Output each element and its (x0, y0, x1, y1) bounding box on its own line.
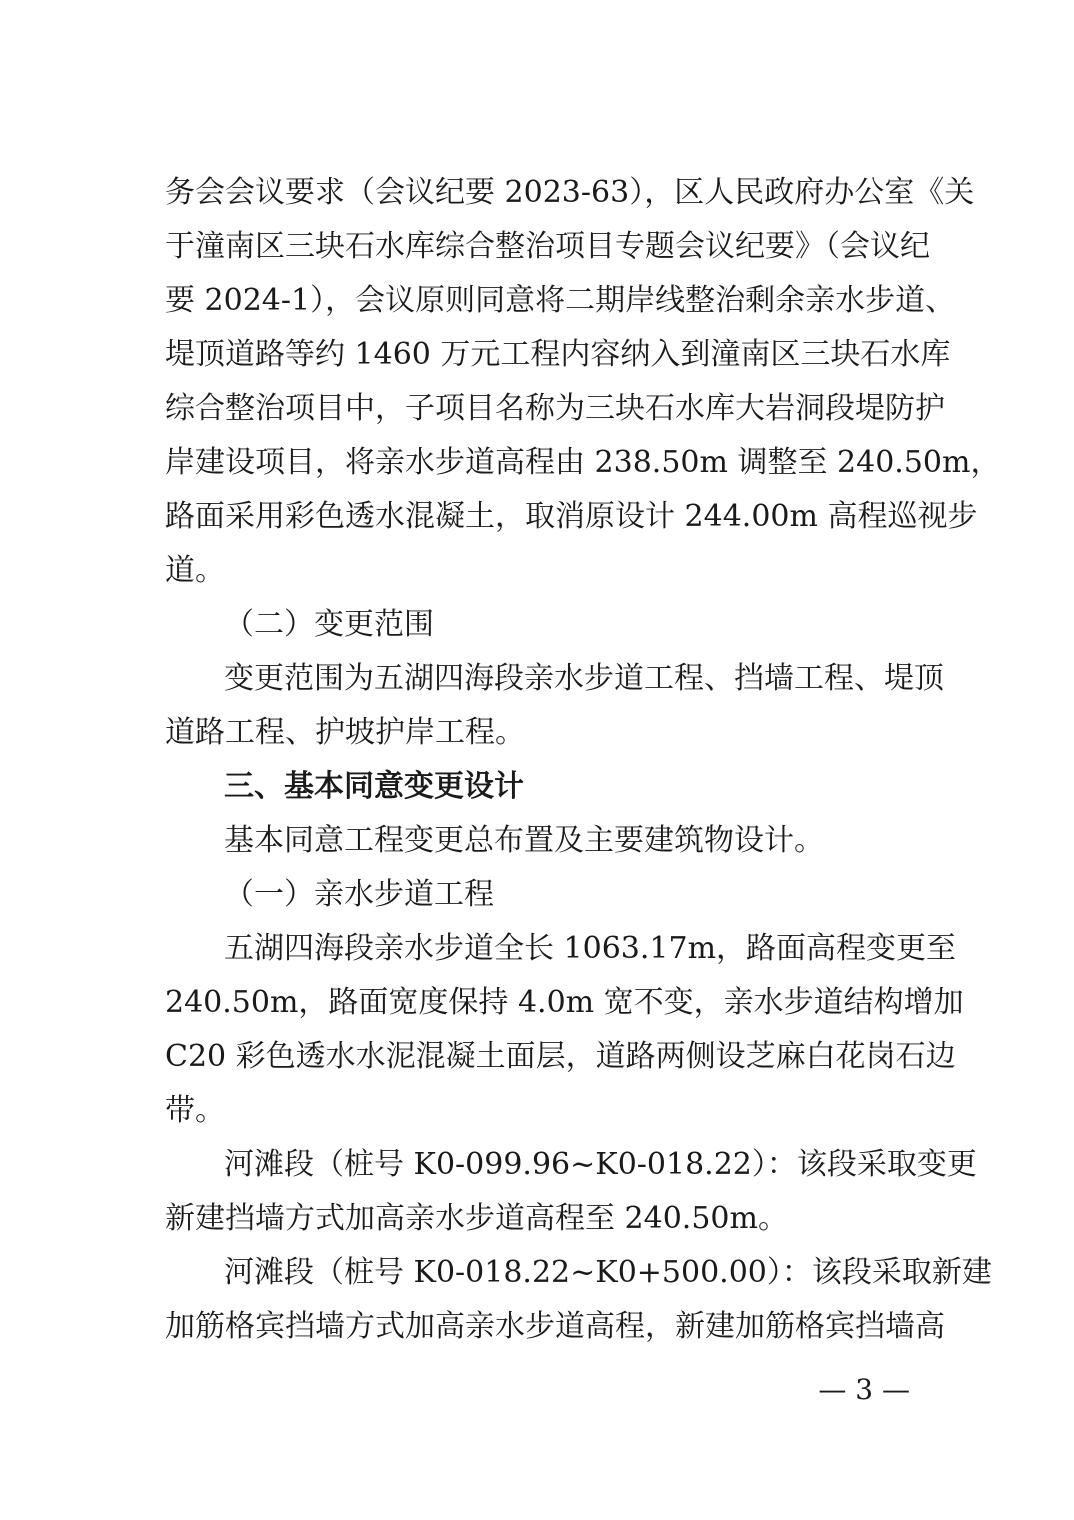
body-text-line: 于潼南区三块石水库综合整治项目专题会议纪要》（会议纪 (165, 229, 930, 264)
section-heading: 三、基本同意变更设计 (224, 769, 524, 804)
body-text-line: 务会会议要求（会议纪要 2023-63），区人民政府办公室《关 (165, 175, 975, 210)
page-number: — 3 — (818, 1373, 910, 1406)
body-text-line: 基本同意工程变更总布置及主要建筑物设计。 (224, 823, 824, 858)
body-text-line: 岸建设项目，将亲水步道高程由 238.50m 调整至 240.50m， (165, 445, 1001, 480)
body-text-line: 要 2024-1），会议原则同意将二期岸线整治剩余亲水步道、 (165, 283, 956, 318)
body-text-line: 综合整治项目中，子项目名称为三块石水库大岩洞段堤防护 (165, 391, 945, 426)
body-text-line: 变更范围为五湖四海段亲水步道工程、挡墙工程、堤顶 (224, 661, 944, 696)
body-text-line: 道。 (165, 553, 225, 588)
body-text-line: 240.50m，路面宽度保持 4.0m 宽不变，亲水步道结构增加 (165, 985, 964, 1020)
body-text-line: 堤顶道路等约 1460 万元工程内容纳入到潼南区三块石水库 (165, 337, 951, 372)
subsection-heading: （二）变更范围 (224, 607, 434, 642)
body-text-line: 五湖四海段亲水步道全长 1063.17m，路面高程变更至 (224, 931, 957, 966)
body-text-line: 路面采用彩色透水混凝土，取消原设计 244.00m 高程巡视步 (165, 499, 978, 534)
body-text-line: 新建挡墙方式加高亲水步道高程至 240.50m。 (165, 1201, 788, 1236)
subsection-heading: （一）亲水步道工程 (224, 877, 494, 912)
body-text-line: 道路工程、护坡护岸工程。 (165, 715, 525, 750)
body-text-line: 加筋格宾挡墙方式加高亲水步道高程，新建加筋格宾挡墙高 (165, 1309, 945, 1344)
body-text-line: 带。 (165, 1093, 225, 1128)
body-text-line: 河滩段（桩号 K0-018.22~K0+500.00）：该段采取新建 (224, 1255, 992, 1290)
body-text-line: 河滩段（桩号 K0-099.96~K0-018.22）：该段采取变更 (224, 1147, 977, 1182)
body-text-line: C20 彩色透水水泥混凝土面层，道路两侧设芝麻白花岗石边 (165, 1039, 956, 1074)
